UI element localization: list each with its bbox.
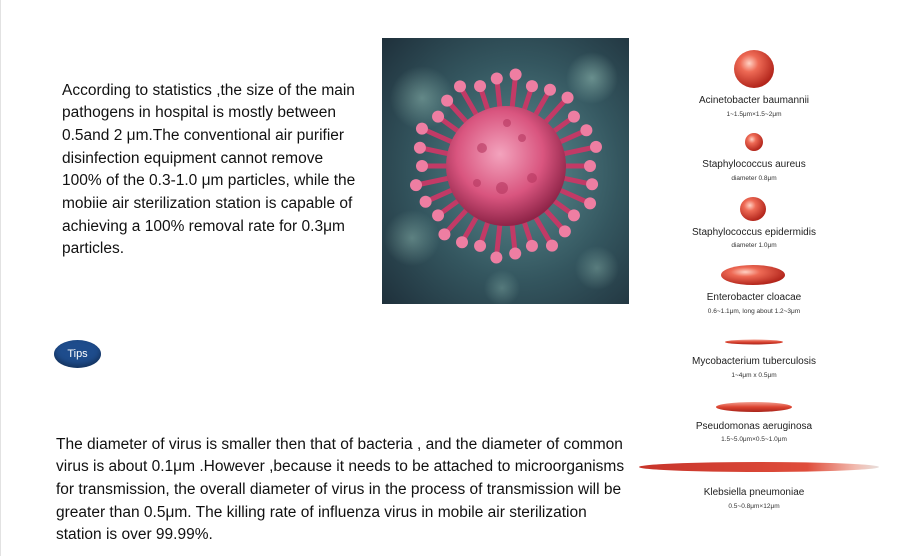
- virus-spike-tip: [526, 80, 538, 92]
- round-red-cell-icon: [732, 48, 776, 90]
- virus-spike-tip: [562, 92, 574, 104]
- virus-spike-tip: [474, 80, 486, 92]
- virus-spike-tip: [410, 179, 422, 191]
- round-red-cell-icon: [738, 196, 768, 222]
- intro-paragraph: According to statistics ,the size of the main pathogens in hospital is mostly between 0.5and 2 μm.The conventional air purifier disinfection equipment cannot remove 100% of the 0.3-1.0 μm particles, while the mobiie air sterilization station is capable of achieving a 100% removal rate for 0.3μm particles.: [62, 81, 356, 258]
- virus-spike-tip: [544, 84, 556, 96]
- pathogen-name: Acinetobacter baumannii: [698, 95, 810, 106]
- virus-spike-tip: [414, 142, 426, 154]
- rod-red-cell-icon: [714, 399, 794, 415]
- virus-spike-tip: [474, 240, 486, 252]
- virus-spike-tip: [416, 123, 428, 135]
- page-left-border: [0, 0, 1, 556]
- pathogen-size: 1.5~5.0μm×0.5~1.0μm: [721, 436, 787, 443]
- virus-spike-tip: [416, 160, 428, 172]
- virus-illustration: [382, 38, 629, 304]
- pathogen-name: Staphylococcus aureus: [702, 159, 806, 170]
- pathogen-name: Pseudomonas aeruginosa: [695, 421, 813, 432]
- virus-spike-tip: [568, 209, 580, 221]
- tips-badge: Tips: [54, 340, 101, 368]
- virus-spike-tip: [454, 80, 466, 92]
- virus-spike-tip: [584, 197, 596, 209]
- virus-spike-tip: [441, 95, 453, 107]
- pathogen-size: 1~1.5μm×1.5~2μm: [726, 111, 782, 118]
- virus-spike-tip: [590, 141, 602, 153]
- virus-spike-tip: [438, 228, 450, 240]
- virus-spike-tip: [510, 69, 522, 81]
- virus-spike-tip: [491, 72, 503, 84]
- long-rod-icon: [637, 459, 881, 475]
- virus-spike-tip: [490, 251, 502, 263]
- virus-photo: [382, 38, 629, 304]
- pathogen-size: 1~4μm x 0.5μm: [731, 372, 777, 379]
- virus-spike-tip: [456, 236, 468, 248]
- thin-rod-icon: [724, 337, 784, 347]
- virus-spike-tip: [568, 111, 580, 123]
- pathogen-name: Enterobacter cloacae: [706, 292, 802, 303]
- pathogen-name: Klebsiella pneumoniae: [703, 487, 805, 498]
- pathogen-size: diameter 0.8μm: [731, 175, 777, 182]
- virus-spike-tip: [586, 178, 598, 190]
- virus-spike-tip: [584, 160, 596, 172]
- pathogen-size: 0.6~1.1μm, long about 1.2~3μm: [707, 308, 801, 315]
- pathogen-name: Staphylococcus epidermidis: [692, 227, 816, 238]
- virus-spike-tip: [432, 209, 444, 221]
- oval-red-cell-icon: [719, 263, 787, 287]
- virus-spike-tip: [432, 111, 444, 123]
- virus-spike-tip: [509, 248, 521, 260]
- small-round-red-cell-icon: [744, 132, 764, 152]
- virus-spike-tip: [546, 240, 558, 252]
- virus-spike-tip: [526, 240, 538, 252]
- virus-spike-tip: [580, 124, 592, 136]
- pathogen-size: diameter 1.0μm: [731, 242, 777, 249]
- virus-note-paragraph: The diameter of virus is smaller then that of bacteria , and the diameter of common virus is about 0.1μm .However ,because it needs to be attached to microorganisms for transmission, the overall diameter of virus in the process of transmission will be greater than 0.5μm. The killing rate of influenza virus in mobile air sterilization station is over 99.99%.: [56, 435, 625, 544]
- pathogen-size: 0.5~0.8μm×12μm: [728, 503, 780, 510]
- virus-spike-tip: [559, 225, 571, 237]
- virus-spike-tip: [420, 196, 432, 208]
- pathogen-name: Mycobacterium tuberculosis: [692, 356, 816, 367]
